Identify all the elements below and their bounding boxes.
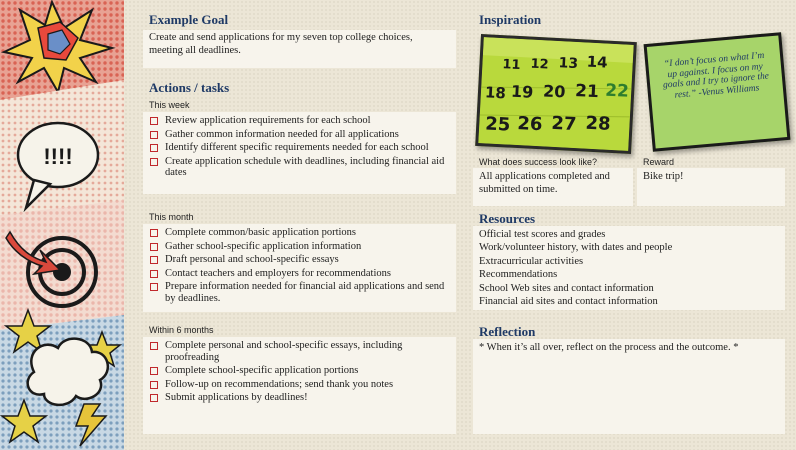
resource-item: Recommendations [479,269,558,281]
checkbox-icon[interactable] [150,229,158,237]
task-item[interactable]: Prepare information needed for financial aid applications and send by deadlines. [149,281,449,304]
quote-card [644,32,791,152]
group-label-week: This week [149,100,190,110]
calendar-day: 14 [586,52,609,72]
checkbox-icon[interactable] [150,256,158,264]
task-item[interactable]: Create application schedule with deadlines, including financial aid dates [149,156,449,179]
calendar-day: 26 [516,113,543,136]
checkbox-icon[interactable] [150,283,158,291]
checkbox-icon[interactable] [150,342,158,350]
task-item[interactable]: Gather school-specific application information [149,241,449,253]
resource-item: Official test scores and grades [479,229,606,240]
checkbox-icon[interactable] [150,158,158,166]
tasks-week [149,115,449,181]
calendar-day: 11 [502,57,521,74]
calendar-photo [475,34,637,154]
calendar-day: 21 [574,81,600,103]
bubble-text: !!!! [43,144,73,169]
checkbox-icon[interactable] [150,131,158,139]
calendar-day: 25 [484,113,511,136]
calendar-day: 22 [604,80,630,102]
calendar-icon [478,37,633,151]
checkbox-icon[interactable] [150,270,158,278]
reward-label: Reward [643,157,675,167]
tasks-6months [149,340,449,406]
task-item[interactable]: Submit applications by deadlines! [149,392,449,404]
comic-strip [0,0,124,450]
task-item[interactable]: Contact teachers and employers for recommendations [149,268,449,280]
calendar-day: 13 [558,55,579,73]
calendar-day: 28 [584,112,612,135]
group-label-6months: Within 6 months [149,325,214,335]
resource-item: School Web sites and contact information [479,282,654,294]
checkbox-icon[interactable] [150,243,158,251]
calendar-day: 18 [484,83,507,103]
calendar-day: 20 [542,81,566,102]
task-item[interactable]: Complete personal and school-specific essays, including proofreading [149,340,449,363]
resource-item: Financial aid sites and contact information [479,296,658,308]
calendar-day: 12 [530,56,549,73]
inspiration-title: Inspiration [479,12,542,27]
checkbox-icon[interactable] [150,117,158,125]
calendar-day: 19 [510,81,534,102]
checkbox-icon[interactable] [150,394,158,402]
goal-title: Example Goal [149,12,229,27]
task-item[interactable]: Identify different specific requirements needed for each school [149,142,449,154]
group-label-month: This month [149,212,194,222]
checkbox-icon[interactable] [150,381,158,389]
tasks-month [149,227,449,306]
goal-text: Create and send applications for my seven top college choices, meeting all deadlines. [149,32,413,56]
task-item[interactable]: Draft personal and school-specific essays [149,254,449,266]
resources-title: Resources [479,211,536,226]
reflection-text: * When it’s all over, reflect on the process and the outcome. * [479,342,739,353]
task-item[interactable]: Complete school-specific application portions [149,365,449,377]
resource-item: Extracurricular activities [479,255,584,267]
checkbox-icon[interactable] [150,144,158,152]
checkbox-icon[interactable] [150,367,158,375]
success-label: What does success look like? [479,157,598,167]
quote-text: “I don’t focus on what I’m up against. I focus on my goals and I try to ignore the rest.” -Venus Williams [662,50,770,101]
task-item[interactable]: Follow-up on recommendations; send thank you notes [149,379,449,391]
comic-art [0,0,124,450]
actions-title: Actions / tasks [149,80,230,95]
task-item[interactable]: Gather common information needed for all applications [149,129,449,141]
resource-item: Work/volunteer history, with dates and people [479,242,673,254]
reward-text: Bike trip! [643,171,684,182]
task-item[interactable]: Review application requirements for each school [149,115,449,127]
calendar-day: 27 [550,112,578,136]
success-text: All applications completed and submitted on time. [479,171,610,195]
resources-list [479,228,779,308]
reflection-title: Reflection [479,324,536,339]
task-item[interactable]: Complete common/basic application portions [149,227,449,239]
